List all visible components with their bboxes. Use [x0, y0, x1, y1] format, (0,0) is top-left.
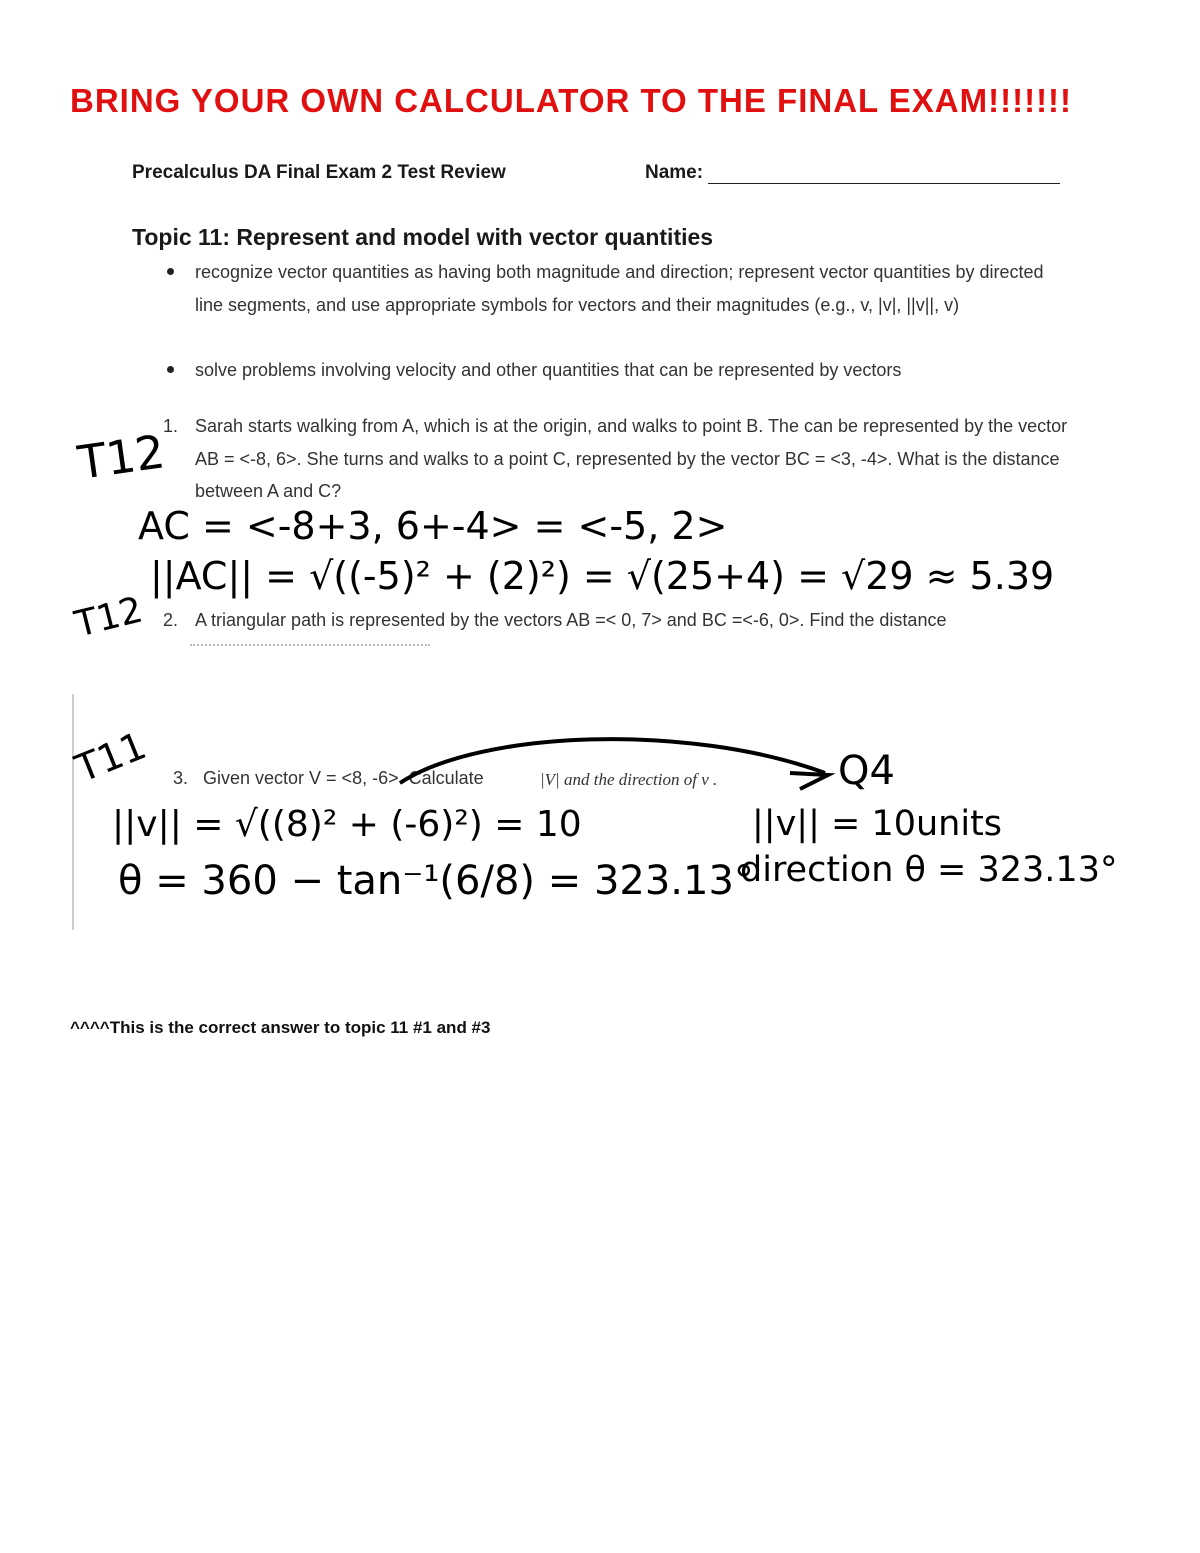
question-3-text: Given vector V = <8, -6>. Calculate: [203, 768, 484, 788]
cropped-text-edge: [190, 640, 450, 648]
question-1-text: Sarah starts walking from A, which is at the origin, and walks to point B. The can be represented by the vector AB = <-8, 6>. She turns and walks to a point C, represented by the vector BC = <3, -4>. What is the distance between A and C?: [195, 416, 1068, 501]
exam-reminder-banner: BRING YOUR OWN CALCULATOR TO THE FINAL EXAM!!!!!!!: [70, 82, 1073, 119]
question-1-number: 1.: [163, 416, 179, 436]
document-title: Precalculus DA Final Exam 2 Test Review: [132, 162, 506, 183]
handwritten-topic-tag: T12: [71, 589, 147, 646]
handwritten-direction-answer: direction θ = 323.13°: [740, 850, 1118, 890]
name-label: Name:: [645, 162, 704, 183]
handwritten-topic-tag: T11: [69, 723, 153, 791]
handwritten-magnitude-calc: ||v|| = √((8)² + (-6)²) = 10: [112, 804, 582, 845]
name-blank-line: [708, 183, 1060, 184]
handwritten-magnitude-answer: ||v|| = 10units: [752, 804, 1003, 844]
bullet-dot: [167, 268, 174, 275]
margin-rule: [72, 694, 74, 930]
handwritten-vector-sum: AC = <-8+3, 6+-4> = <-5, 2>: [138, 504, 728, 548]
answer-footnote: ^^^^This is the correct answer to topic 11 #1 and #3: [70, 1018, 491, 1037]
question-3-formula: |V| and the direction of v .: [540, 770, 718, 789]
bullet-dot: [167, 366, 174, 373]
handwritten-topic-tag: T12: [74, 424, 168, 490]
handwritten-distance-calc: ||AC|| = √((-5)² + (2)²) = √(25+4) = √29 ≈ 5.39: [150, 554, 1055, 598]
objective-bullet-1: recognize vector quantities as having both magnitude and direction; represent vector quantities by directed line segments, and use appropriate symbols for vectors and their magnitudes (e.g., v, |v|, ||v||, v): [195, 262, 1044, 315]
question-3-number: 3.: [173, 768, 189, 788]
objective-bullet-2: solve problems involving velocity and other quantities that can be represented by vectors: [195, 360, 902, 380]
handwritten-direction-calc: θ = 360 − tan⁻¹(6/8) = 323.13°: [118, 858, 754, 904]
question-2-number: 2.: [163, 610, 179, 630]
topic-heading: Topic 11: Represent and model with vector quantities: [132, 224, 714, 250]
question-2-text: A triangular path is represented by the vectors AB =< 0, 7> and BC =<-6, 0>. Find the distance: [195, 610, 947, 630]
handwritten-quadrant-note: Q4: [838, 748, 895, 794]
curved-arrow-icon: [360, 725, 840, 805]
